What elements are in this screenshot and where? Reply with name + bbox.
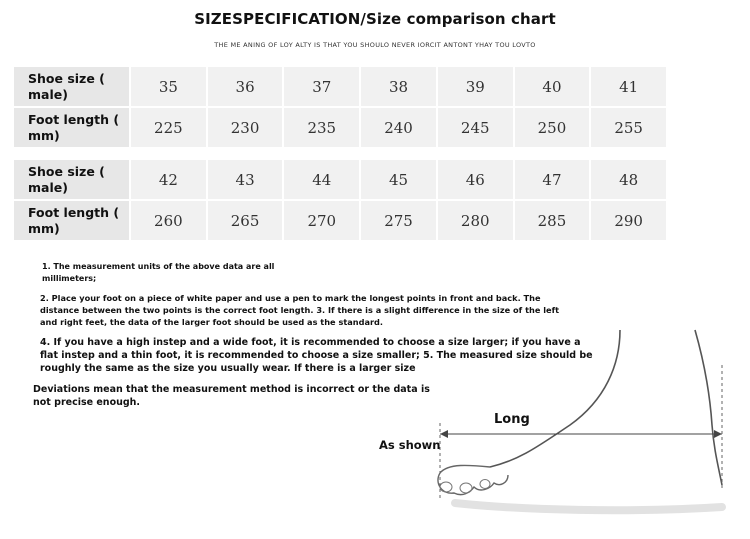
table-cell: 235 (284, 108, 359, 147)
table-cell: 230 (208, 108, 283, 147)
table-cell: 41 (591, 67, 666, 106)
note-instep-advice: 4. If you have a high instep and a wide foot, it is recommended to choose a size larger; if you have a flat instep and a thin foot, it is recommended to choose a size smaller; 5. The measured size should be roughly the same as the size you usually wear. If there is a larger size (40, 337, 593, 374)
table-cell: 36 (208, 67, 283, 106)
table-cell: 280 (438, 201, 513, 240)
table-cell: 225 (131, 108, 206, 147)
table-cell: 39 (438, 67, 513, 106)
table-cell: 38 (361, 67, 436, 106)
table-row-foot-length (14, 201, 666, 240)
page-title: SIZESPECIFICATION/Size comparison chart (194, 10, 556, 28)
table-cell: 250 (515, 108, 590, 147)
table-cell: 265 (208, 201, 283, 240)
row-header: Foot length ( mm) (14, 108, 129, 147)
row-header: Shoe size ( male) (14, 67, 129, 106)
table-cell: 285 (515, 201, 590, 240)
table-cell: 46 (438, 160, 513, 199)
page-subtitle: THE ME ANING OF LOY ALTY IS THAT YOU SHOULO NEVER IORCIT ANTONT YHAY TOU LOVTO (214, 41, 536, 49)
table-cell: 37 (284, 67, 359, 106)
note-units: 1. The measurement units of the above data are all millimeters; (42, 262, 275, 283)
as-shown-label: As shown (379, 438, 441, 452)
size-table-1 (14, 67, 666, 149)
table-cell: 48 (591, 160, 666, 199)
table-row-foot-length (14, 108, 666, 147)
table-cell: 290 (591, 201, 666, 240)
table-cell: 270 (284, 201, 359, 240)
long-label: Long (494, 412, 530, 427)
note-deviations: Deviations mean that the measurement method is incorrect or the data is not precise enough. (33, 384, 430, 408)
table-cell: 260 (131, 201, 206, 240)
table-cell: 45 (361, 160, 436, 199)
table-cell: 275 (361, 201, 436, 240)
row-header: Shoe size ( male) (14, 160, 129, 199)
table-row-shoe-size (14, 160, 666, 199)
table-cell: 245 (438, 108, 513, 147)
note-measure-method: 2. Place your foot on a piece of white paper and use a pen to mark the longest points in front and back. The distance between the two points is the correct foot length. 3. If there is a slight difference in the size of the left and right feet, the data of the larger foot should be used as the standard. (40, 293, 560, 327)
size-table-2 (14, 160, 666, 242)
table-cell: 40 (515, 67, 590, 106)
table-cell: 240 (361, 108, 436, 147)
table-cell: 47 (515, 160, 590, 199)
table-cell: 44 (284, 160, 359, 199)
table-cell: 255 (591, 108, 666, 147)
table-cell: 42 (131, 160, 206, 199)
foot-illustration-icon (370, 325, 745, 539)
table-row-shoe-size (14, 67, 666, 106)
table-cell: 35 (131, 67, 206, 106)
table-cell: 43 (208, 160, 283, 199)
row-header: Foot length ( mm) (14, 201, 129, 240)
